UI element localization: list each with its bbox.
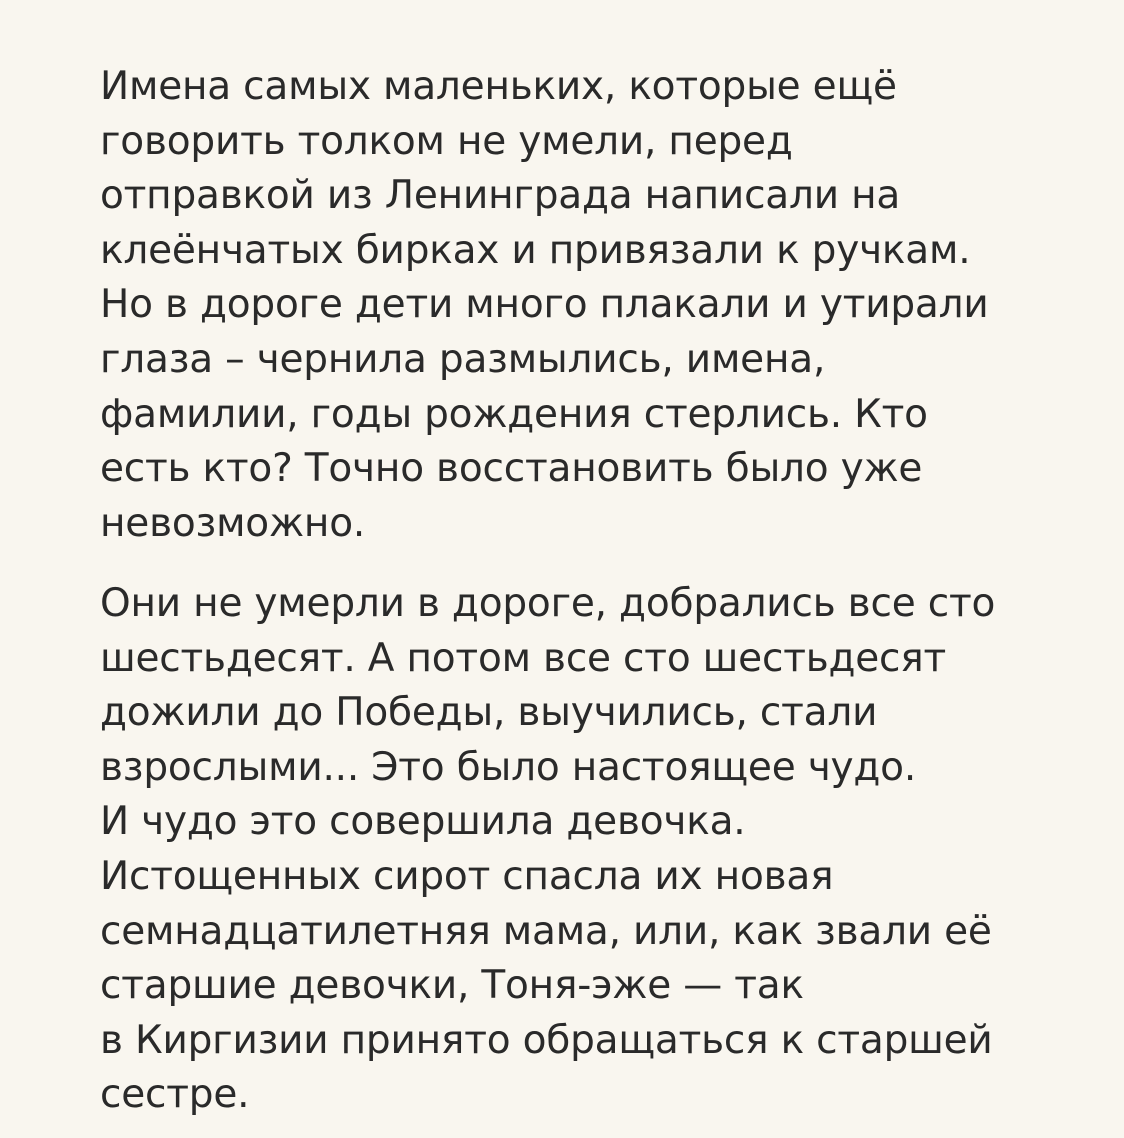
text-line: есть кто? Точно восстановить было уже [100, 446, 923, 492]
text-line: И чудо это совершила девочка. [100, 799, 746, 845]
text-line: отправкой из Ленинграда написали на [100, 173, 901, 219]
text-line: невозможно. [100, 500, 366, 546]
paragraph-2 [100, 577, 1100, 1123]
paragraph-1 [100, 60, 1100, 551]
text-line: Имена самых маленьких, которые ещё [100, 64, 897, 109]
text-line: фамилии, годы рождения стерлись. Кто [100, 391, 928, 437]
text-line: глаза – чернила размылись, имена, [100, 336, 826, 382]
text-line: клеёнчатых бирках и привязали к ручкам. [100, 227, 971, 273]
text-line: Они не умерли в дороге, добрались все сто [100, 581, 996, 626]
text-line: старшие девочки, Тоня-эже — так [100, 963, 804, 1009]
text-line: Но в дороге дети много плакали и утирали [100, 282, 989, 328]
text-line: Истощенных сирот спасла их новая [100, 853, 834, 899]
text-line: в Киргизии принято обращаться к старшей [100, 1017, 993, 1063]
text-line: дожили до Победы, выучились, стали [100, 690, 878, 736]
text-line: семнадцатилетняя мама, или, как звали её [100, 908, 992, 954]
text-line: говорить толком не умели, перед [100, 118, 793, 164]
text-line: сестре. [100, 1072, 250, 1118]
text-line: взрослыми... Это было настоящее чудо. [100, 744, 917, 790]
text-line: шестьдесят. А потом все сто шестьдесят [100, 635, 947, 681]
